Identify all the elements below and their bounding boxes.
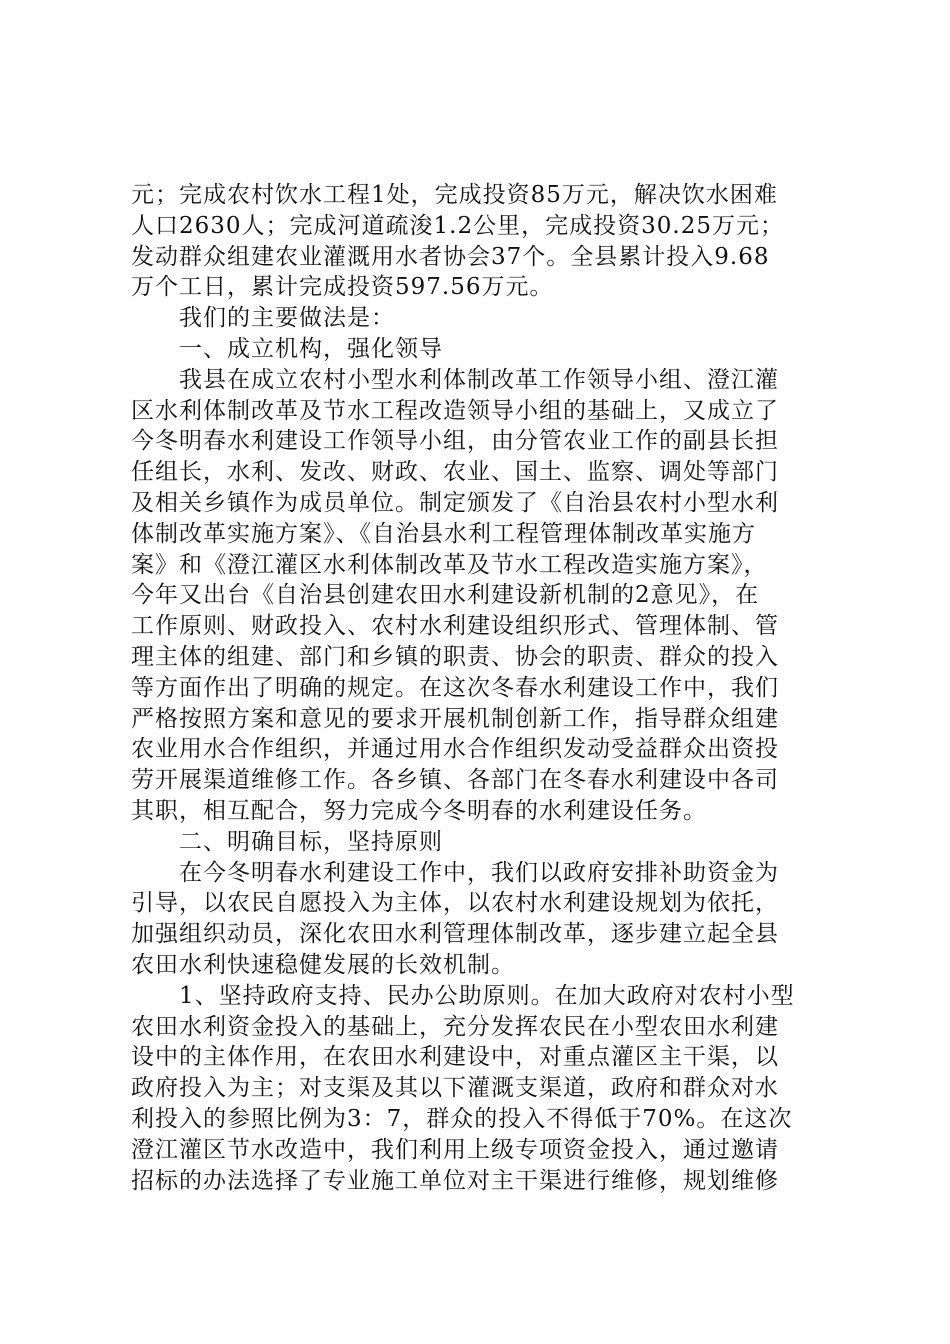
text-line: 利投入的参照比例为3：7，群众的投入不得低于70%。在这次 [131, 1105, 793, 1132]
text-line: 任组长，水利、发改、财政、农业、国土、监察、调处等部门 [131, 459, 779, 486]
text-line: 我县在成立农村小型水利体制改革工作领导小组、澄江灌 [179, 366, 779, 393]
text-line: 发动群众组建农业灌溉用水者协会37个。全县累计投入9.68 [131, 243, 770, 270]
text-line: 加强组织动员，深化农田水利管理体制改革，逐步建立起全县 [131, 921, 779, 948]
text-line: 今冬明春水利建设工作领导小组，由分管农业工作的副县长担 [131, 428, 779, 455]
text-line: 澄江灌区节水改造中，我们利用上级专项资金投入，通过邀请 [131, 1136, 779, 1163]
text-line: 劳开展渠道维修工作。各乡镇、各部门在冬春水利建设中各司 [131, 767, 779, 794]
text-line: 引导，以农民自愿投入为主体，以农村水利建设规划为依托， [131, 890, 779, 917]
text-line: 及相关乡镇作为成员单位。制定颁发了《自治县农村小型水利 [131, 489, 779, 516]
text-line: 农田水利快速稳健发展的长效机制。 [131, 951, 515, 978]
text-line: 在今冬明春水利建设工作中，我们以政府安排补助资金为 [179, 859, 779, 886]
text-line: 严格按照方案和意见的要求开展机制创新工作，指导群众组建 [131, 705, 779, 732]
text-line: 1、坚持政府支持、民办公助原则。在加大政府对农村小型 [179, 982, 795, 1009]
text-line: 农业用水合作组织，并通过用水合作组织发动受益群众出资投 [131, 736, 779, 763]
text-line: 一、成立机构，强化领导 [179, 335, 443, 362]
text-line: 二、明确目标，坚持原则 [179, 828, 443, 855]
text-line: 理主体的组建、部门和乡镇的职责、协会的职责、群众的投入 [131, 643, 779, 670]
text-line: 区水利体制改革及节水工程改造领导小组的基础上，又成立了 [131, 397, 779, 424]
text-line: 农田水利资金投入的基础上，充分发挥农民在小型农田水利建 [131, 1013, 779, 1040]
text-line: 今年又出台《自治县创建农田水利建设新机制的2意见》，在 [131, 582, 760, 609]
text-line: 其职，相互配合，努力完成今冬明春的水利建设任务。 [131, 797, 707, 824]
text-line: 设中的主体作用，在农田水利建设中，对重点灌区主干渠，以 [131, 1044, 779, 1071]
text-line: 万个工日，累计完成投资597.56万元。 [131, 274, 554, 301]
text-line: 等方面作出了明确的规定。在这次冬春水利建设工作中，我们 [131, 674, 779, 701]
text-line: 工作原则、财政投入、农村水利建设组织形式、管理体制、管 [131, 613, 779, 640]
text-line: 政府投入为主；对支渠及其以下灌溉支渠道，政府和群众对水 [131, 1075, 779, 1102]
text-line: 招标的办法选择了专业施工单位对主干渠进行维修，规划维修 [131, 1167, 779, 1194]
text-line: 元；完成农村饮水工程1处，完成投资85万元，解决饮水困难 [131, 182, 778, 208]
text-line: 我们的主要做法是： [179, 305, 395, 332]
text-line: 人口2630人；完成河道疏浚1.2公里，完成投资30.25万元； [131, 212, 784, 239]
text-line: 案》和《澄江灌区水利体制改革及节水工程改造实施方案》， [131, 551, 768, 578]
text-line: 体制改革实施方案》、《自治县水利工程管理体制改革实施方 [131, 520, 756, 547]
document-body [131, 180, 831, 1196]
